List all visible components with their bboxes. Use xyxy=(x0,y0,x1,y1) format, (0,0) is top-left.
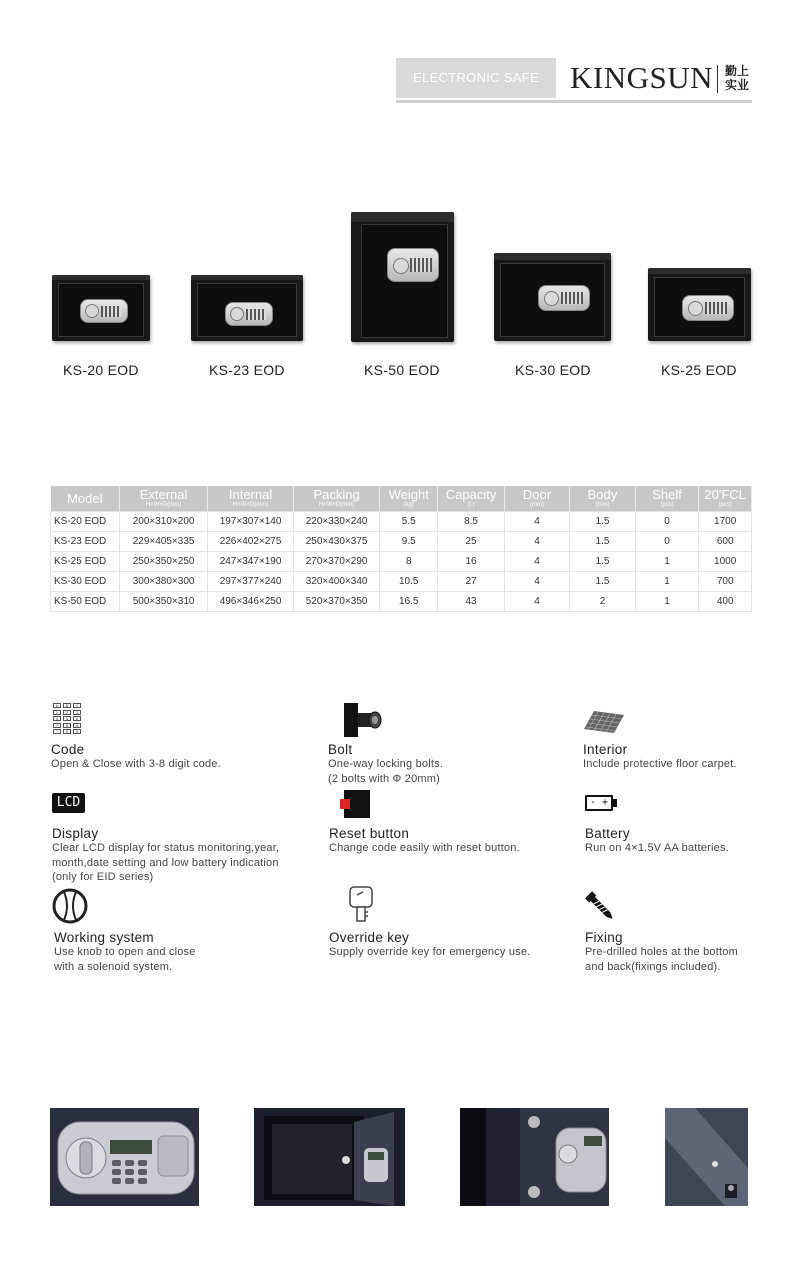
lcd-icon: LCD xyxy=(52,793,85,813)
table-cell: 320×400×340 xyxy=(294,572,380,592)
table-cell: 226×402×275 xyxy=(208,532,294,552)
table-cell: 220×330×240 xyxy=(294,512,380,532)
feature-desc: and back(fixings included). xyxy=(585,960,721,973)
table-cell: 1.5 xyxy=(570,552,636,572)
table-cell: 1700 xyxy=(699,512,752,532)
keypad-key: C xyxy=(73,703,81,708)
keypad-key: 0 xyxy=(63,729,71,734)
keypad-key: 3 xyxy=(73,710,81,715)
table-cell: 4 xyxy=(504,552,569,572)
safe-label-ks23: KS-23 EOD xyxy=(209,362,285,378)
table-cell: 0 xyxy=(635,532,699,552)
brand-divider xyxy=(717,65,718,93)
table-cell: 4 xyxy=(504,572,569,592)
header-underline xyxy=(396,100,752,103)
table-cell: 496×346×250 xyxy=(208,592,294,612)
safe-label-ks50: KS-50 EOD xyxy=(364,362,440,378)
photo-fixing-holes xyxy=(665,1108,748,1206)
feature-title: Working system xyxy=(54,930,154,945)
fixing-screw-icon xyxy=(582,886,622,922)
keypad-key: 1 xyxy=(53,710,61,715)
feature-title: Bolt xyxy=(328,742,353,757)
table-cell: 600 xyxy=(699,532,752,552)
feature-desc: with a solenoid system. xyxy=(54,960,173,973)
keypad-icon xyxy=(53,703,83,735)
feature-title: Battery xyxy=(585,826,630,841)
feature-title: Override key xyxy=(329,930,410,945)
feature-desc: Change code easily with reset button. xyxy=(329,842,520,854)
battery-icon: - + xyxy=(585,795,613,811)
table-cell: 247×347×190 xyxy=(208,552,294,572)
feature-display xyxy=(52,824,322,885)
table-cell: 4 xyxy=(504,532,569,552)
col-internal: Internal H×W×D(mm) xyxy=(208,486,294,512)
feature-title: Fixing xyxy=(585,930,623,945)
keypad-key: 6 xyxy=(73,716,81,721)
feature-reset-button xyxy=(329,824,569,856)
table-cell: 25 xyxy=(438,532,504,552)
brand-chinese xyxy=(725,64,749,92)
table-cell: 43 xyxy=(438,592,504,612)
table-cell: KS-20 EOD xyxy=(51,512,120,532)
feature-title: Code xyxy=(51,742,85,757)
table-cell: 197×307×140 xyxy=(208,512,294,532)
feature-desc: One-way locking bolts. xyxy=(328,758,444,770)
carpet-icon xyxy=(584,711,624,733)
safe-image-ks50 xyxy=(351,212,454,342)
feature-desc: Run on 4×1.5V AA batteries. xyxy=(585,842,729,854)
keypad-key: 5 xyxy=(63,716,71,721)
feature-desc: Supply override key for emergency use. xyxy=(329,946,531,958)
bolt-icon xyxy=(342,703,382,737)
feature-desc: month,date setting and low battery indication xyxy=(52,856,279,869)
table-cell: 4 xyxy=(504,592,569,612)
table-cell: KS-23 EOD xyxy=(51,532,120,552)
table-cell: 1.5 xyxy=(570,532,636,552)
keypad-key: 4 xyxy=(53,716,61,721)
table-cell: 4 xyxy=(504,512,569,532)
table-cell: 0 xyxy=(635,512,699,532)
table-row xyxy=(51,512,752,532)
feature-title: Interior xyxy=(583,742,628,757)
feature-desc: Open & Close with 3-8 digit code. xyxy=(51,758,221,770)
safe-label-ks30: KS-30 EOD xyxy=(515,362,591,378)
keypad-key: B xyxy=(63,703,71,708)
brand-chinese-line1: 勤上 xyxy=(725,64,750,78)
brand-chinese-line2: 实业 xyxy=(725,78,750,92)
keypad-key: 9 xyxy=(73,723,81,728)
table-row xyxy=(51,572,752,592)
reset-button-icon xyxy=(340,790,370,818)
safe-label-ks25: KS-25 EOD xyxy=(661,362,737,378)
table-row xyxy=(51,532,752,552)
feature-desc: Include protective floor carpet. xyxy=(583,758,737,770)
col-model: Model xyxy=(51,486,120,512)
table-cell: 300×380×300 xyxy=(120,572,208,592)
table-cell: 27 xyxy=(438,572,504,592)
feature-working-system xyxy=(54,928,294,974)
feature-desc: (only for EID series) xyxy=(52,871,154,883)
feature-title: Display xyxy=(52,826,99,841)
table-cell: 520×370×350 xyxy=(294,592,380,612)
feature-bolt xyxy=(328,740,568,786)
table-cell: 250×430×375 xyxy=(294,532,380,552)
col-capacity: Capacity (L) xyxy=(438,486,504,512)
col-weight: Weight (kg) xyxy=(380,486,438,512)
table-cell: 500×350×310 xyxy=(120,592,208,612)
feature-fixing xyxy=(585,928,800,974)
table-cell: KS-25 EOD xyxy=(51,552,120,572)
category-tag: ELECTRONIC SAFE xyxy=(396,58,556,98)
table-row xyxy=(51,592,752,612)
col-external: External H×W×D(mm) xyxy=(120,486,208,512)
keypad-key: 7 xyxy=(53,723,61,728)
table-cell: KS-30 EOD xyxy=(51,572,120,592)
table-cell: KS-50 EOD xyxy=(51,592,120,612)
safe-image-ks30 xyxy=(494,253,611,341)
feature-interior xyxy=(583,740,800,772)
key-icon xyxy=(349,886,375,922)
table-cell: 2 xyxy=(570,592,636,612)
feature-override-key xyxy=(329,928,569,960)
table-cell: 270×370×290 xyxy=(294,552,380,572)
keypad-key: 8 xyxy=(63,723,71,728)
knob-icon xyxy=(52,888,88,924)
table-cell: 229×405×335 xyxy=(120,532,208,552)
table-cell: 1 xyxy=(635,592,699,612)
photo-open-safe xyxy=(254,1108,405,1206)
safe-label-ks20: KS-20 EOD xyxy=(63,362,139,378)
table-cell: 1 xyxy=(635,572,699,592)
table-cell: 1 xyxy=(635,552,699,572)
table-cell: 700 xyxy=(699,572,752,592)
table-cell: 16.5 xyxy=(380,592,438,612)
feature-desc: Use knob to open and close xyxy=(54,946,196,958)
table-cell: 8.5 xyxy=(438,512,504,532)
keypad-key: A xyxy=(53,703,61,708)
table-cell: 400 xyxy=(699,592,752,612)
photo-door-hinge xyxy=(460,1108,609,1206)
table-cell: 200×310×200 xyxy=(120,512,208,532)
feature-desc: (2 bolts with Φ 20mm) xyxy=(328,772,441,785)
table-cell: 5.5 xyxy=(380,512,438,532)
col-door: Door (mm) xyxy=(504,486,569,512)
feature-code xyxy=(51,740,291,772)
spec-header-row xyxy=(51,486,752,512)
keypad-key: * xyxy=(53,729,61,734)
safe-image-ks23 xyxy=(191,275,303,341)
safe-image-ks25 xyxy=(648,268,751,341)
col-fcl: 20'FCL (pcs) xyxy=(699,486,752,512)
table-cell: 1.5 xyxy=(570,512,636,532)
battery-terminal xyxy=(613,799,617,807)
brand-logo: KINGSUN xyxy=(570,60,713,95)
table-cell: 10.5 xyxy=(380,572,438,592)
col-shelf: Shelf (pcs) xyxy=(635,486,699,512)
photo-keypad-closeup xyxy=(50,1108,199,1206)
table-cell: 250×350×250 xyxy=(120,552,208,572)
safe-image-ks20 xyxy=(52,275,150,341)
table-row xyxy=(51,552,752,572)
table-cell: 8 xyxy=(380,552,438,572)
spec-table xyxy=(50,486,752,612)
keypad-key: 2 xyxy=(63,710,71,715)
feature-desc: Clear LCD display for status monitoring,year, xyxy=(52,842,280,854)
table-cell: 1000 xyxy=(699,552,752,572)
col-body: Body (mm) xyxy=(570,486,636,512)
table-cell: 9.5 xyxy=(380,532,438,552)
table-cell: 297×377×240 xyxy=(208,572,294,592)
table-cell: 16 xyxy=(438,552,504,572)
feature-desc: Pre-drilled holes at the bottom xyxy=(585,946,738,958)
feature-battery xyxy=(585,824,800,856)
table-cell: 1.5 xyxy=(570,572,636,592)
col-packing: Packing H×W×D(mm) xyxy=(294,486,380,512)
keypad-key: # xyxy=(73,729,81,734)
feature-title: Reset button xyxy=(329,826,410,841)
